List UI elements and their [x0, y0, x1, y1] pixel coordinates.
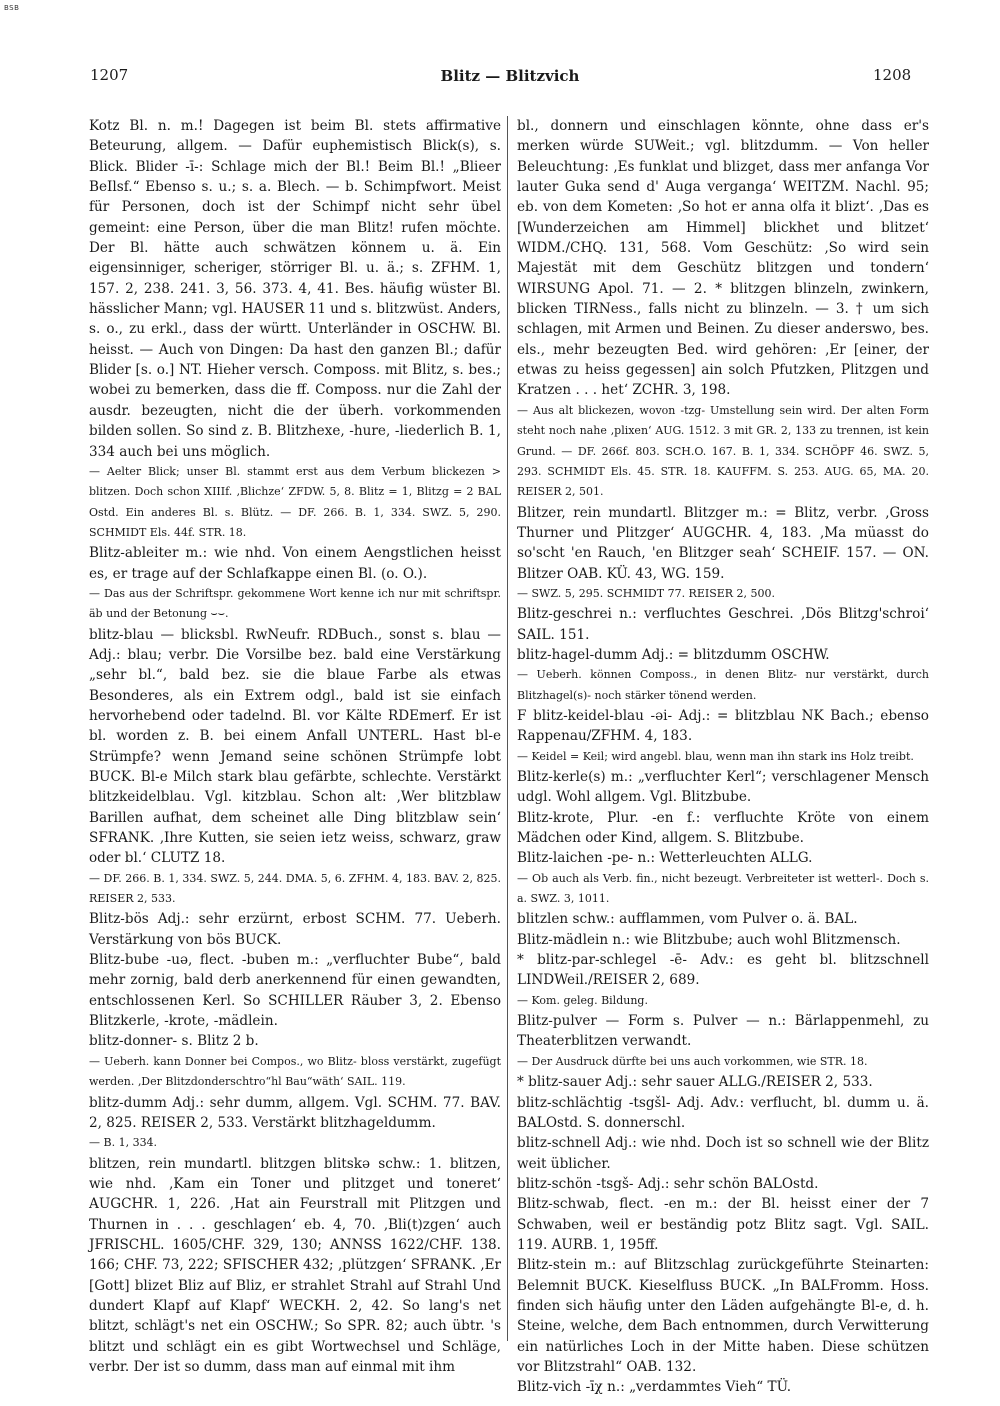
entry-note: — Ob auch als Verb. fin., nicht bezeugt. Verbreiteter ist wetterl-. Doch s. a. SWZ. 3, 1011.	[517, 871, 929, 906]
entry-note: — Das aus der Schriftspr. gekommene Wort kenne ich nur mit schriftspr. äb und der Betonung ⌣⌣.	[89, 586, 501, 621]
entry-note: — Keidel = Keil; wird angebl. blau, wenn man ihn stark ins Holz treibt.	[517, 749, 914, 763]
dictionary-entry: blitz-schnell Adj.: wie nhd. Doch ist so schnell wie der Blitz weit üblicher.	[517, 1135, 929, 1172]
dictionary-entry: blitz-blau — blicksbl. RwNeufr. RDBuch., sonst s. blau — Adj.: blau; verbr. Die Vorsilbe bez. bald eine Verstärkung „sehr bl.“, bald bez. sie die blaue Farbe als etwas Besonderes, als ein Extrem odgl., bald ist sie einfach hervorhebend oder tadelnd. Bl. vor Kälte RDEmerf. Er ist bl. worden z. B. bei einem Anfall UNTERL. Hast bl-e Strümpfe? wenn Jemand seine schönen Strümpfe lobt BUCK. Bl-e Milch stark blau gefärbte, schlechte. Verstärkt blitzkeidelblau. Vgl. kitzblau. Schon alt: ‚Wer blitzblaw Barillen aufhat, dem scheinet alle Ding blitzblaw sein‘ SFRANK. ‚Ihre Kutten, sie seien ietz weiss, schwarz, graw oder bl.‘ CLUTZ 18.	[89, 626, 501, 867]
entry-note: — Ueberh. können Composs., in denen Blitz- nur verstärkt, durch Blitzhagel(s)- noch stärker tönend werden.	[517, 668, 929, 702]
dictionary-entry: * blitz-sauer Adj.: sehr sauer ALLG./REISER 2, 533.	[517, 1074, 873, 1091]
dictionary-entry: Blitz-bube -uə, flect. -buben m.: „verfluchter Bube“, bald mehr zornig, bald derb anerkennend für einen gewandten, entschlossenen Kerl. So SCHILLER Räuber 3, 2. Ebenso Blitzkerle, -krote, -mädlein.	[89, 952, 501, 1030]
dictionary-entry: Blitz-mädlein n.: wie Blitzbube; auch wohl Blitzmensch.	[517, 931, 901, 948]
entry-note: — DF. 266. B. 1, 334. SWZ. 5, 244. DMA. 5, 6. ZFHM. 4, 183. BAV. 2, 825. REISER 2, 533.	[89, 871, 501, 906]
dictionary-entry: bl., donnern und einschlagen könnte, ohne dass er's merken würde SUWeit.; vgl. blitzdumm. — Von heller Beleuchtung: ‚Es funklat und blizget, dass mer anfanga Vor lauter Guka send d' Auga verganga‘ WEITZM. Nachl. 95; eb. von dem Kometen: ‚So hot er anna olfa it blizt‘. ‚Das es [Wunderzeichen am Himmel] blickhet und blitzet‘ WIDM./CHQ. 131, 568. Vom Geschütz: ‚So wird sein Majestät mit dem Geschütz blitzgen und tondern‘ WIRSUNG Apol. 71. — 2. * blitzgen blinzeln, zwinkern, blicken TIRNess., falls nicht zu blinzeln. — 3. † um sich schlagen, mit Armen und Beinen. Zu dieser anderswo, bes. els., mehr bezeugten Bed. wird gehören: ‚Er [einer, der etwas zu heiss gegessen] ain solch Pfutzken, Plitzgen und Kratzen . . . het‘ ZCHR. 3, 198.	[517, 118, 929, 399]
entry-note: — B. 1, 334.	[89, 1136, 158, 1150]
entry-note: — Der Ausdruck dürfte bei uns auch vorkommen, wie STR. 18.	[517, 1054, 868, 1068]
dictionary-entry: blitz-donner- s. Blitz 2 b.	[89, 1033, 259, 1050]
entry-note: — Kom. geleg. Bildung.	[517, 993, 648, 1007]
dictionary-entry: Blitzer, rein mundartl. Blitzger m.: = Blitz, verbr. ‚Gross Thurner und Plitzger‘ AUGCHR. 4, 183. ‚Ma müasst do so'scht 'en Rauch, 'en Blitzger seah‘ SCHEIF. 157. — ON. Blitzer OAB. KÜ. 43, WG. 159.	[517, 504, 929, 582]
left-column	[89, 116, 501, 1375]
page-number-left: 1207	[90, 66, 129, 84]
dictionary-entry: blitzen, rein mundartl. blitzgen blitskə schw.: 1. blitzen, wie nhd. ‚Kam ein Toner und plitzget und toneret‘ AUGCHR. 1, 226. ‚Hat ain Feurstrall mit Plitzgen und Thurnen in . . . geschlagen‘ eb. 4, 70. ‚Bli(t)zgen‘ auch JFRISCHL. 1605/CHF. 329, 130; ANNSS 1622/CHF. 138. 166; CHF. 73, 222; SFISCHER 432; ‚plützgen‘ SFRANK. ‚Er [Gott] blizet Bliz auf Bliz, er strahlet Strahl auf Strahl Und dundert Klapf auf Klapf‘ WECKH. 2, 42. So lang's net blitzt, schlägt's net ein OSCHW.; So SPR. 82; auch übtr. 's blitzt und schlägt ein es gibt Wortwechsel und Schläge, verbr. Der ist so dumm, dass man auf einmal mit ihm	[89, 1155, 501, 1375]
dictionary-entry: blitz-hagel-dumm Adj.: = blitzdumm OSCHW.	[517, 646, 830, 663]
dictionary-entry: Blitz-vich -īχ n.: „verdammtes Vieh“ TÜ.	[517, 1379, 792, 1396]
running-headword: Blitz — Blitzvich	[440, 67, 580, 85]
dictionary-entry: Kotz Bl. n. m.! Dagegen ist beim Bl. stets affirmative Beteurung, allgem. — Dafür euphemistisch Blick(s), s. Blick. Blider -ī-: Schlage mich der Bl.! Beim Bl.! „Blieer BeIlsf.“ Ebenso s. u.; s. a. Blech. — b. Schimpfwort. Meist für Personen, doch ist der Schimpf nicht sehr übel gemeint: eine Person, über die man Blitz! rufen möchte. Der Bl. hätte auch schwätzen könnem u. ä. Ein eigensinniger, scheriger, störriger Bl. u. ä.; s. ZFHM. 1, 157. 2, 238. 241. 3, 56. 373. 4, 41. Bes. häufig wüster Bl. hässlicher Mann; vgl. HAUSER 11 und s. blitzwüst. Anders, s. o., zu erkl., dass der württ. Unterländer in OSCHW. Bl. heisst. — Auch von Dingen: Da hast den ganzen Bl.; dafür Blider [s. o.] NT. Hieher versch. Composs. mit Blitz, s. bes.; wobei zu bemerken, dass die ff. Composs. nur die Zahl der ausdr. bezeugten, nicht die der überh. vorkommenden bilden sollen. So sind z. B. Blitzhexe, -hure, -liederlich B. 1, 334 auch bei uns möglich.	[89, 118, 501, 460]
dictionary-entry: Blitz-kerle(s) m.: „verfluchter Kerl“; verschlagener Mensch udgl. Wohl allgem. Vgl. Blitzbube.	[517, 769, 929, 806]
page-number-right: 1208	[873, 66, 912, 84]
dictionary-entry: Blitz-bös Adj.: sehr erzürnt, erbost SCHM. 77. Ueberh. Verstärkung von bös BUCK.	[89, 911, 501, 948]
entry-note: — Aus alt blickezen, wovon -tzg- Umstellung sein wird. Der alten Form steht noch nahe ‚plixen‘ AUG. 1512. 3 mit GR. 2, 133 zu trennen, ist kein Grund. — DF. 266f. 803. SCH.O. 167. B. 1, 334. SCHÖPF 46. SWZ. 5, 293. SCHMIDT Els. 45. STR. 18. KAUFFM. S. 253. AUG. 65, MA. 20. REISER 2, 501.	[517, 403, 929, 499]
dictionary-entry: blitz-dumm Adj.: sehr dumm, allgem. Vgl. SCHM. 77. BAV. 2, 825. REISER 2, 533. Verstärkt blitzhageldumm.	[89, 1094, 501, 1131]
right-column	[517, 116, 929, 1396]
entry-note: — Ueberh. kann Donner bei Compos., wo Blitz- bloss verstärkt, zugefügt werden. ‚Der Blitzdonderschtro“hl Bau“wäth‘ SAIL. 119.	[89, 1054, 501, 1089]
dictionary-entry: * blitz-par-schlegel -ē- Adv.: es geht bl. blitzschnell LINDWeil./REISER 2, 689.	[517, 952, 929, 989]
dictionary-entry: Blitz-geschrei n.: verfluchtes Geschrei. ‚Dös Blitzg'schroi‘ SAIL. 151.	[517, 606, 929, 643]
dictionary-entry: F blitz-keidel-blau -əi- Adj.: = blitzblau NK Bach.; ebenso Rappenau/ZFHM. 4, 183.	[517, 707, 929, 745]
dictionary-entry: Blitz-stein m.: auf Blitzschlag zurückgeführte Steinarten: Belemnit BUCK. Kieselfluss BUCK. „In BALFromm. Hoss. finden sich häufig unter den Läden aufgehängte Bl-e, d. h. Steine, welche, dem Bach entnommen, durch Verwitterung ein natürliches Loch in der Mitte haben. Diese schützen vor Blitzstrahl“ OAB. 132.	[517, 1257, 929, 1375]
dictionary-entry: blitz-schön -tsgš- Adj.: sehr schön BALOstd.	[517, 1175, 819, 1192]
dictionary-entry: Blitz-ableiter m.: wie nhd. Von einem Aengstlichen heisst es, er trage auf der Schlafkappe einen Bl. (o. O.).	[89, 545, 501, 582]
column-divider	[507, 116, 508, 1341]
dictionary-entry: Blitz-krote, Plur. -en f.: verfluchte Kröte von einem Mädchen oder Kind, allgem. S. Blitzbube.	[517, 809, 929, 847]
entry-note: — Aelter Blick; unser Bl. stammt erst aus dem Verbum blickezen > blitzen. Doch schon XIIIf. ‚Blichze‘ ZFDW. 5, 8. Blitz = 1, Blitzg = 2 BAL Ostd. Ein anderes Bl. s. Blütz. — DF. 266. B. 1, 334. SWZ. 5, 290. SCHMIDT Els. 44f. STR. 18.	[89, 464, 501, 539]
dictionary-entry: blitzlen schw.: aufflammen, vom Pulver o. ä. BAL.	[517, 911, 858, 928]
dictionary-entry: Blitz-pulver — Form s. Pulver — n.: Bärlappenmehl, zu Theaterblitzen verwandt.	[517, 1013, 929, 1050]
library-stamp: BSB	[4, 4, 20, 12]
entry-note: — SWZ. 5, 295. SCHMIDT 77. REISER 2, 500.	[517, 586, 776, 600]
dictionary-entry: blitz-schlächtig -tsgšl- Adj. Adv.: verflucht, bl. dumm u. ä. BALOstd. S. donnerschl.	[517, 1094, 929, 1131]
dictionary-entry: Blitz-laichen -pe- n.: Wetterleuchten ALLG.	[517, 850, 813, 867]
dictionary-entry: Blitz-schwab, flect. -en m.: der Bl. heisst einer der 7 Schwaben, weil er beständig potz Blitz sagt. Vgl. SAIL. 119. AURB. 1, 195ff.	[517, 1196, 929, 1253]
